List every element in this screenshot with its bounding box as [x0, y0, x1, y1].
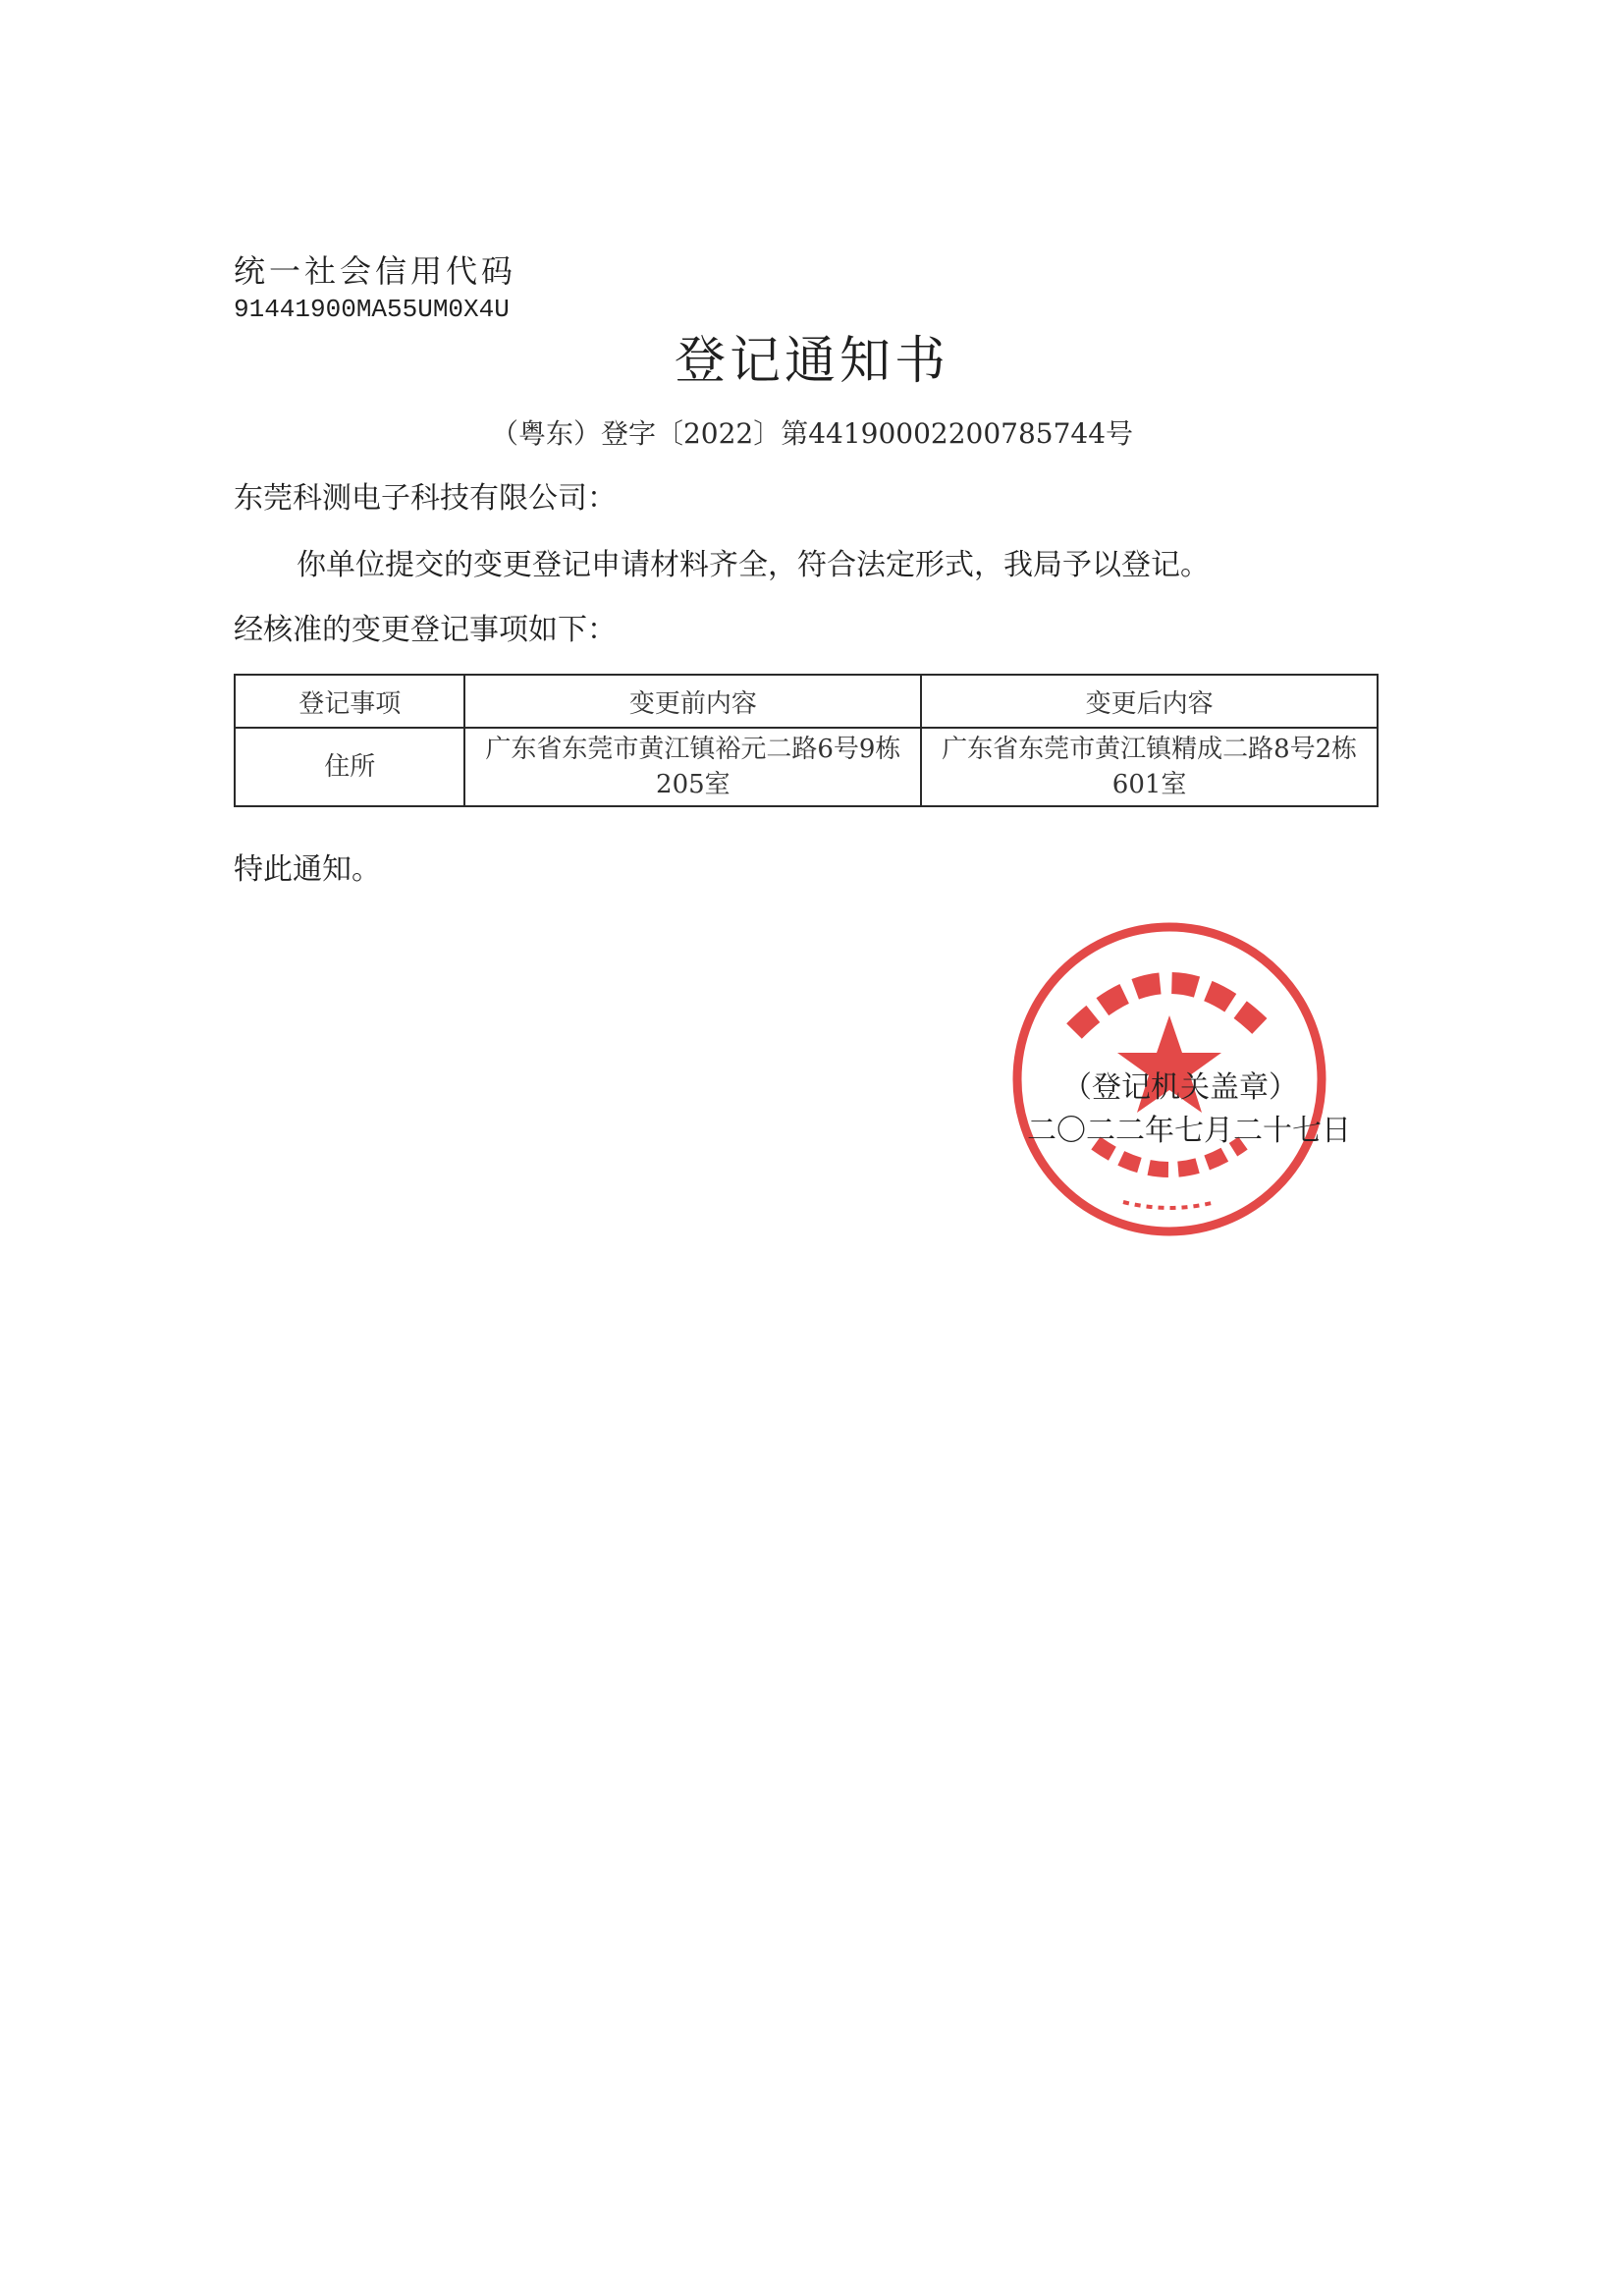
table-header-item: 登记事项: [235, 675, 464, 728]
closing-remark: 特此通知。: [234, 852, 381, 887]
change-intro: 经核准的变更登记事项如下：: [234, 613, 617, 647]
credit-code-label: 统一社会信用代码: [234, 252, 517, 290]
document-number: （粤东）登字〔2022〕第44190002200785744号: [490, 417, 1134, 450]
cell-item: 住所: [235, 728, 464, 806]
table-header-before: 变更前内容: [464, 675, 921, 728]
change-table: [234, 674, 1379, 807]
table-header-row: [235, 675, 1378, 728]
document-title: 登记通知书: [674, 332, 949, 391]
table-header-after: 变更后内容: [921, 675, 1378, 728]
seal-label: （登记机关盖章）: [1062, 1070, 1298, 1105]
cell-before: 广东省东莞市黄江镇裕元二路6号9栋205室: [464, 728, 921, 806]
table-row: [235, 728, 1378, 806]
issue-date: 二〇二二年七月二十七日: [1027, 1114, 1351, 1148]
notice-body: 你单位提交的变更登记申请材料齐全，符合法定形式，我局予以登记。: [297, 548, 1210, 582]
addressee: 东莞科测电子科技有限公司：: [234, 481, 617, 516]
cell-after: 广东省东莞市黄江镇精成二路8号2栋601室: [921, 728, 1378, 806]
credit-code-value: 91441900MA55UM0X4U: [234, 295, 510, 324]
